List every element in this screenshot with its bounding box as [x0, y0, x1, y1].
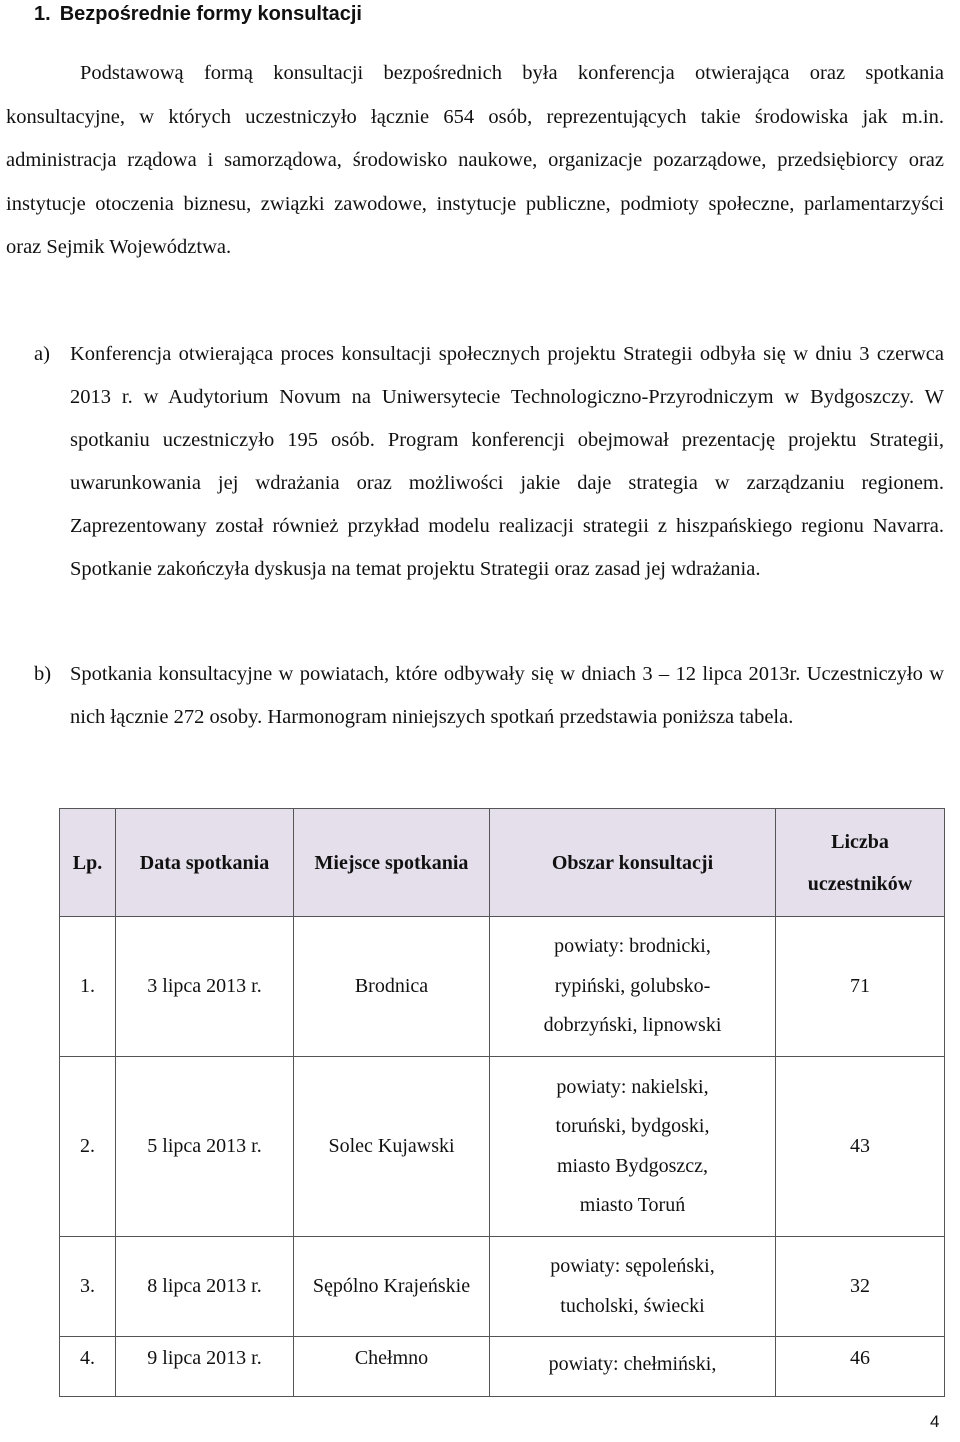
list-marker: a)	[34, 343, 50, 365]
list-marker: b)	[34, 663, 52, 685]
list-item-text: Spotkania konsultacyjne w powiatach, które odbywały się w dniach 3 – 12 lipca 2013r. Uczestniczyło w nich łącznie 272 osoby. Harmonogram niniejszych spotkań przedstawia poniższa tabela.	[70, 663, 944, 728]
list-item-text: Konferencja otwierająca proces konsultacji społecznych projektu Strategii odbyła się w dniu 3 czerwca 2013 r. w Audytorium Novum na Uniwersytecie Technologiczno-Przyrodniczym w Bydgoszczy. W spotkaniu uczestniczyło 195 osób. Program konferencji obejmował prezentację projektu Strategii, uwarunkowania jej wdrażania oraz możliwości jakie daje strategia w zarządzaniu regionem. Zaprezentowany został również przykład modelu realizacji strategii z hiszpańskiego regionu Navarra. Spotkanie zakończyła dyskusja na temat projektu Strategii oraz zasad jej wdrażania.	[70, 343, 944, 580]
cell-area	[490, 1337, 776, 1397]
cell-count: 46	[776, 1337, 945, 1397]
cell-area	[490, 917, 776, 1057]
cell-lp: 1.	[60, 917, 116, 1057]
table-row	[60, 1337, 945, 1397]
area-line: powiaty: chełmiński,	[548, 1353, 717, 1375]
cell-area	[490, 1237, 776, 1337]
cell-date: 8 lipca 2013 r.	[116, 1237, 294, 1337]
header-date: Data spotkania	[116, 809, 294, 917]
cell-area	[490, 1057, 776, 1237]
cell-lp: 3.	[60, 1237, 116, 1337]
cell-count: 32	[776, 1237, 945, 1337]
table-row	[60, 1057, 945, 1237]
header-count-line2: uczestników	[807, 872, 913, 895]
page-number: 4	[930, 1412, 940, 1431]
area-line: toruński, bydgoski,	[555, 1115, 710, 1137]
area-line: powiaty: brodnicki,	[554, 935, 711, 958]
cell-place: Brodnica	[294, 917, 490, 1057]
table-row	[60, 917, 945, 1057]
area-line: powiaty: sępoleński,	[550, 1255, 715, 1277]
cell-count: 71	[776, 917, 945, 1057]
header-count	[776, 809, 945, 917]
meeting-schedule-table	[59, 808, 945, 1397]
section-number: 1.	[34, 3, 51, 25]
cell-date: 5 lipca 2013 r.	[116, 1057, 294, 1237]
area-line: dobrzyński, lipnowski	[543, 1014, 722, 1037]
section-heading	[34, 0, 362, 28]
table-header-row	[60, 809, 945, 917]
cell-lp: 4.	[60, 1337, 116, 1397]
area-line: powiaty: nakielski,	[556, 1075, 709, 1098]
cell-place: Solec Kujawski	[294, 1057, 490, 1237]
cell-place: Sępólno Krajeńskie	[294, 1237, 490, 1337]
section-title: Bezpośrednie formy konsultacji	[59, 3, 362, 25]
cell-count: 43	[776, 1057, 945, 1237]
list-item	[34, 653, 944, 739]
header-area: Obszar konsultacji	[490, 809, 776, 917]
header-count-line1: Liczba	[831, 830, 889, 853]
header-place: Miejsce spotkania	[294, 809, 490, 917]
cell-date: 3 lipca 2013 r.	[116, 917, 294, 1057]
area-line: miasto Toruń	[579, 1194, 686, 1216]
cell-lp: 2.	[60, 1057, 116, 1237]
table-row	[60, 1237, 945, 1337]
header-lp: Lp.	[60, 809, 116, 917]
list-item	[34, 333, 944, 591]
area-line: rypiński, golubsko-	[554, 974, 711, 997]
area-line: tucholski, świecki	[560, 1294, 705, 1317]
cell-place: Chełmno	[294, 1337, 490, 1397]
cell-date: 9 lipca 2013 r.	[116, 1337, 294, 1397]
intro-paragraph: Podstawową formą konsultacji bezpośrednich była konferencja otwierająca oraz spotkania konsultacyjne, w których uczestniczyło łącznie 654 osób, reprezentujących takie środowiska jak m.in. administracja rządowa i samorządowa, środowisko naukowe, organizacje pozarządowe, przedsiębiorcy oraz instytucje otoczenia biznesu, związki zawodowe, instytucje publiczne, podmioty społeczne, parlamentarzyści oraz Sejmik Województwa.	[6, 62, 944, 259]
area-line: miasto Bydgoszcz,	[556, 1154, 709, 1177]
